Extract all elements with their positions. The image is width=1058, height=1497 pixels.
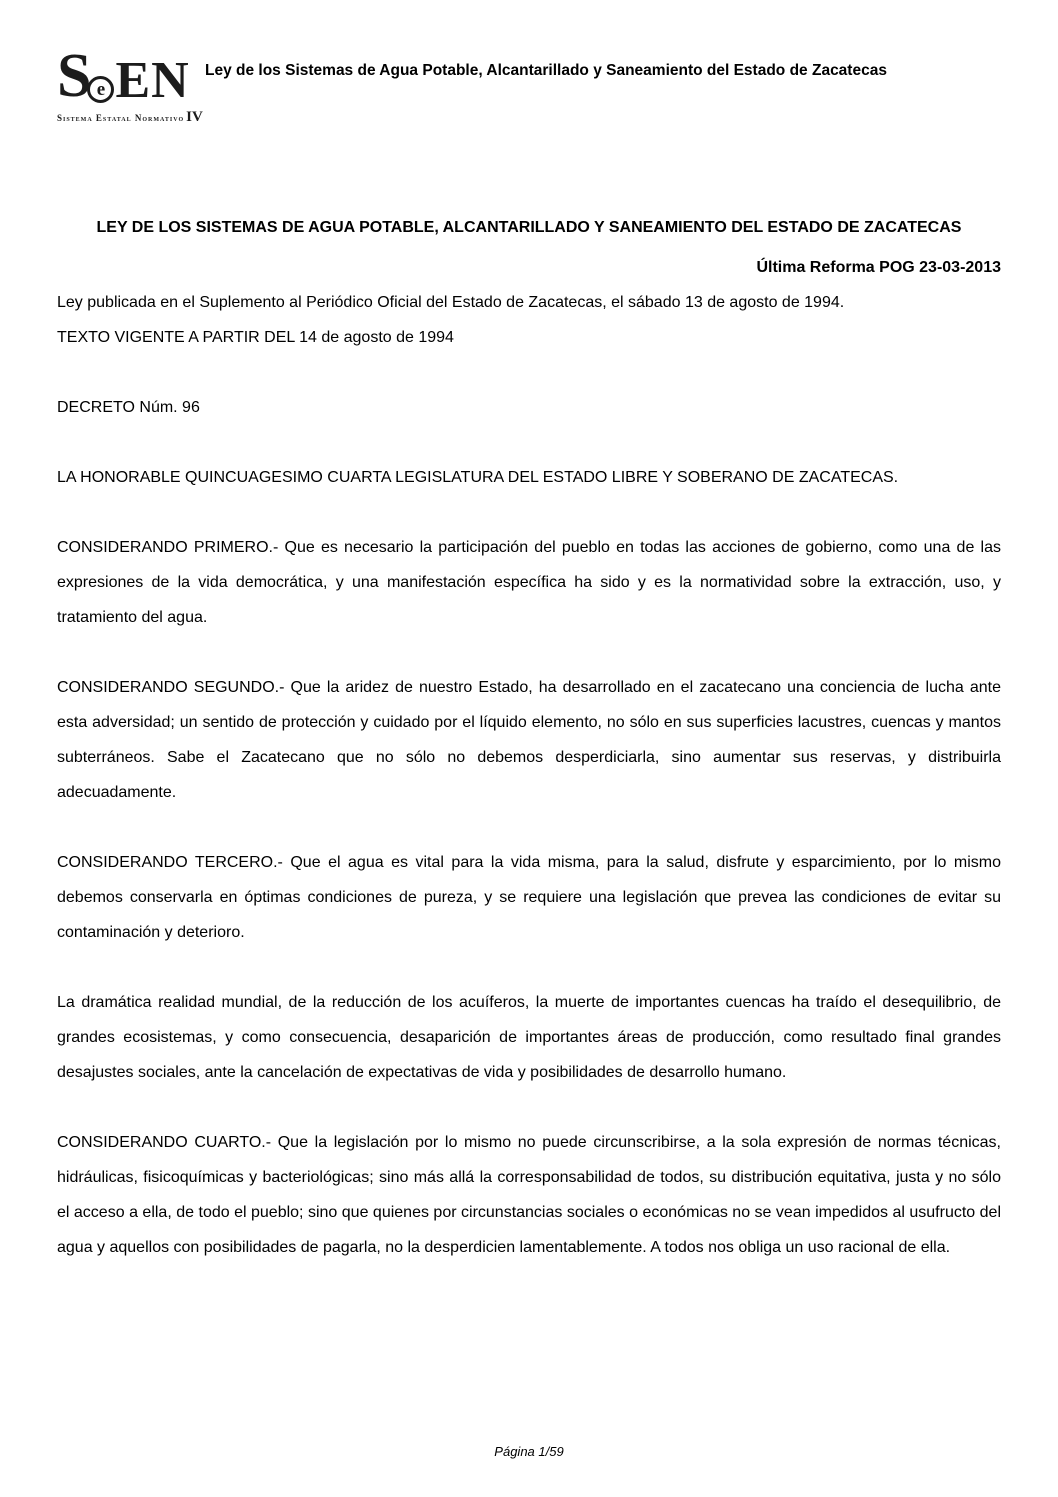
- reform-note: Última Reforma POG 23-03-2013: [756, 259, 1001, 276]
- paragraph-publication-note: Ley publicada en el Suplemento al Periódico Oficial del Estado de Zacatecas, el sábado 13 de agosto de 1994.: [57, 294, 845, 311]
- logo-letters-en: EN: [115, 52, 190, 109]
- logo-letter-e: e: [96, 79, 106, 100]
- logo-circle-e-icon: [87, 76, 114, 103]
- sen-logo-subtitle-row: [57, 110, 205, 125]
- paragraph-considerando-tercero: CONSIDERANDO TERCERO.- Que el agua es vital para la vida misma, para la salud, disfrute y esparcimiento, por lo mismo debemos conservarla en óptimas condiciones de pureza, y se requiere una legislación que prevea las condiciones de evitar su contaminación y deterioro.: [57, 854, 1001, 941]
- sen-logo: [57, 42, 205, 125]
- paragraph-decreto: DECRETO Núm. 96: [57, 399, 200, 416]
- paragraph-considerando-segundo: CONSIDERANDO SEGUNDO.- Que la aridez de nuestro Estado, ha desarrollado en el zacatecano una conciencia de lucha ante esta adversidad; un sentido de protección y cuidado por el líquido elemento, no sólo en sus superficies lacustres, cuencas y mantos subterráneos. Sabe el Zacatecano que no sólo no debemos desperdiciarla, sino aumentar sus reservas, y distribuirla adecuadamente.: [57, 679, 1001, 801]
- page-header: [57, 42, 1001, 125]
- sen-logo-letters: [57, 42, 205, 110]
- paragraph-considerando-primero: CONSIDERANDO PRIMERO.- Que es necesario la participación del pueblo en todas las acciones de gobierno, como una de las expresiones de la vida democrática, y una manifestación específica ha sido y es la normatividad sobre la extracción, uso, y tratamiento del agua.: [57, 539, 1001, 626]
- logo-letter-s: S: [57, 42, 92, 110]
- page-footer: [0, 1444, 1058, 1459]
- paragraph-dramatica-realidad: La dramática realidad mundial, de la reducción de los acuíferos, la muerte de importantes cuencas ha traído el desequilibrio, de grandes ecosistemas, y como consecuencia, desaparición de importantes áreas de producción, como resultado final grandes desajustes sociales, ante la cancelación de expectativas de vida y posibilidades de desarrollo humano.: [57, 994, 1001, 1081]
- paragraph-texto-vigente: TEXTO VIGENTE A PARTIR DEL 14 de agosto de 1994: [57, 329, 454, 346]
- paragraph-considerando-cuarto: CONSIDERANDO CUARTO.- Que la legislación por lo mismo no puede circunscribirse, a la sola expresión de normas técnicas, hidráulicas, fisicoquímicas y bacteriológicas; sino más allá la corresponsabilidad de todos, su distribución equitativa, justa y no sólo el acceso a ella, de todo el pueblo; sino que quienes por circunstancias sociales o económicas no se vean impedidos al usufructo del agua y aquellos con posibilidades de pagarla, no la desperdicien lamentablemente. A todos nos obliga un uso racional de ella.: [57, 1134, 1001, 1256]
- header-document-title: Ley de los Sistemas de Agua Potable, Alcantarillado y Saneamiento del Estado de Zacatecas: [205, 62, 887, 79]
- logo-subtitle: Sistema Estatal Normativo: [57, 113, 185, 123]
- page-number: Página 1/59: [494, 1444, 564, 1459]
- document-title: LEY DE LOS SISTEMAS DE AGUA POTABLE, ALCANTARILLADO Y SANEAMIENTO DEL ESTADO DE ZACATECAS: [96, 219, 962, 236]
- logo-numeral: IV: [186, 109, 203, 125]
- document-body: [57, 211, 1001, 1265]
- paragraph-legislatura: LA HONORABLE QUINCUAGESIMO CUARTA LEGISLATURA DEL ESTADO LIBRE Y SOBERANO DE ZACATECAS.: [57, 469, 899, 486]
